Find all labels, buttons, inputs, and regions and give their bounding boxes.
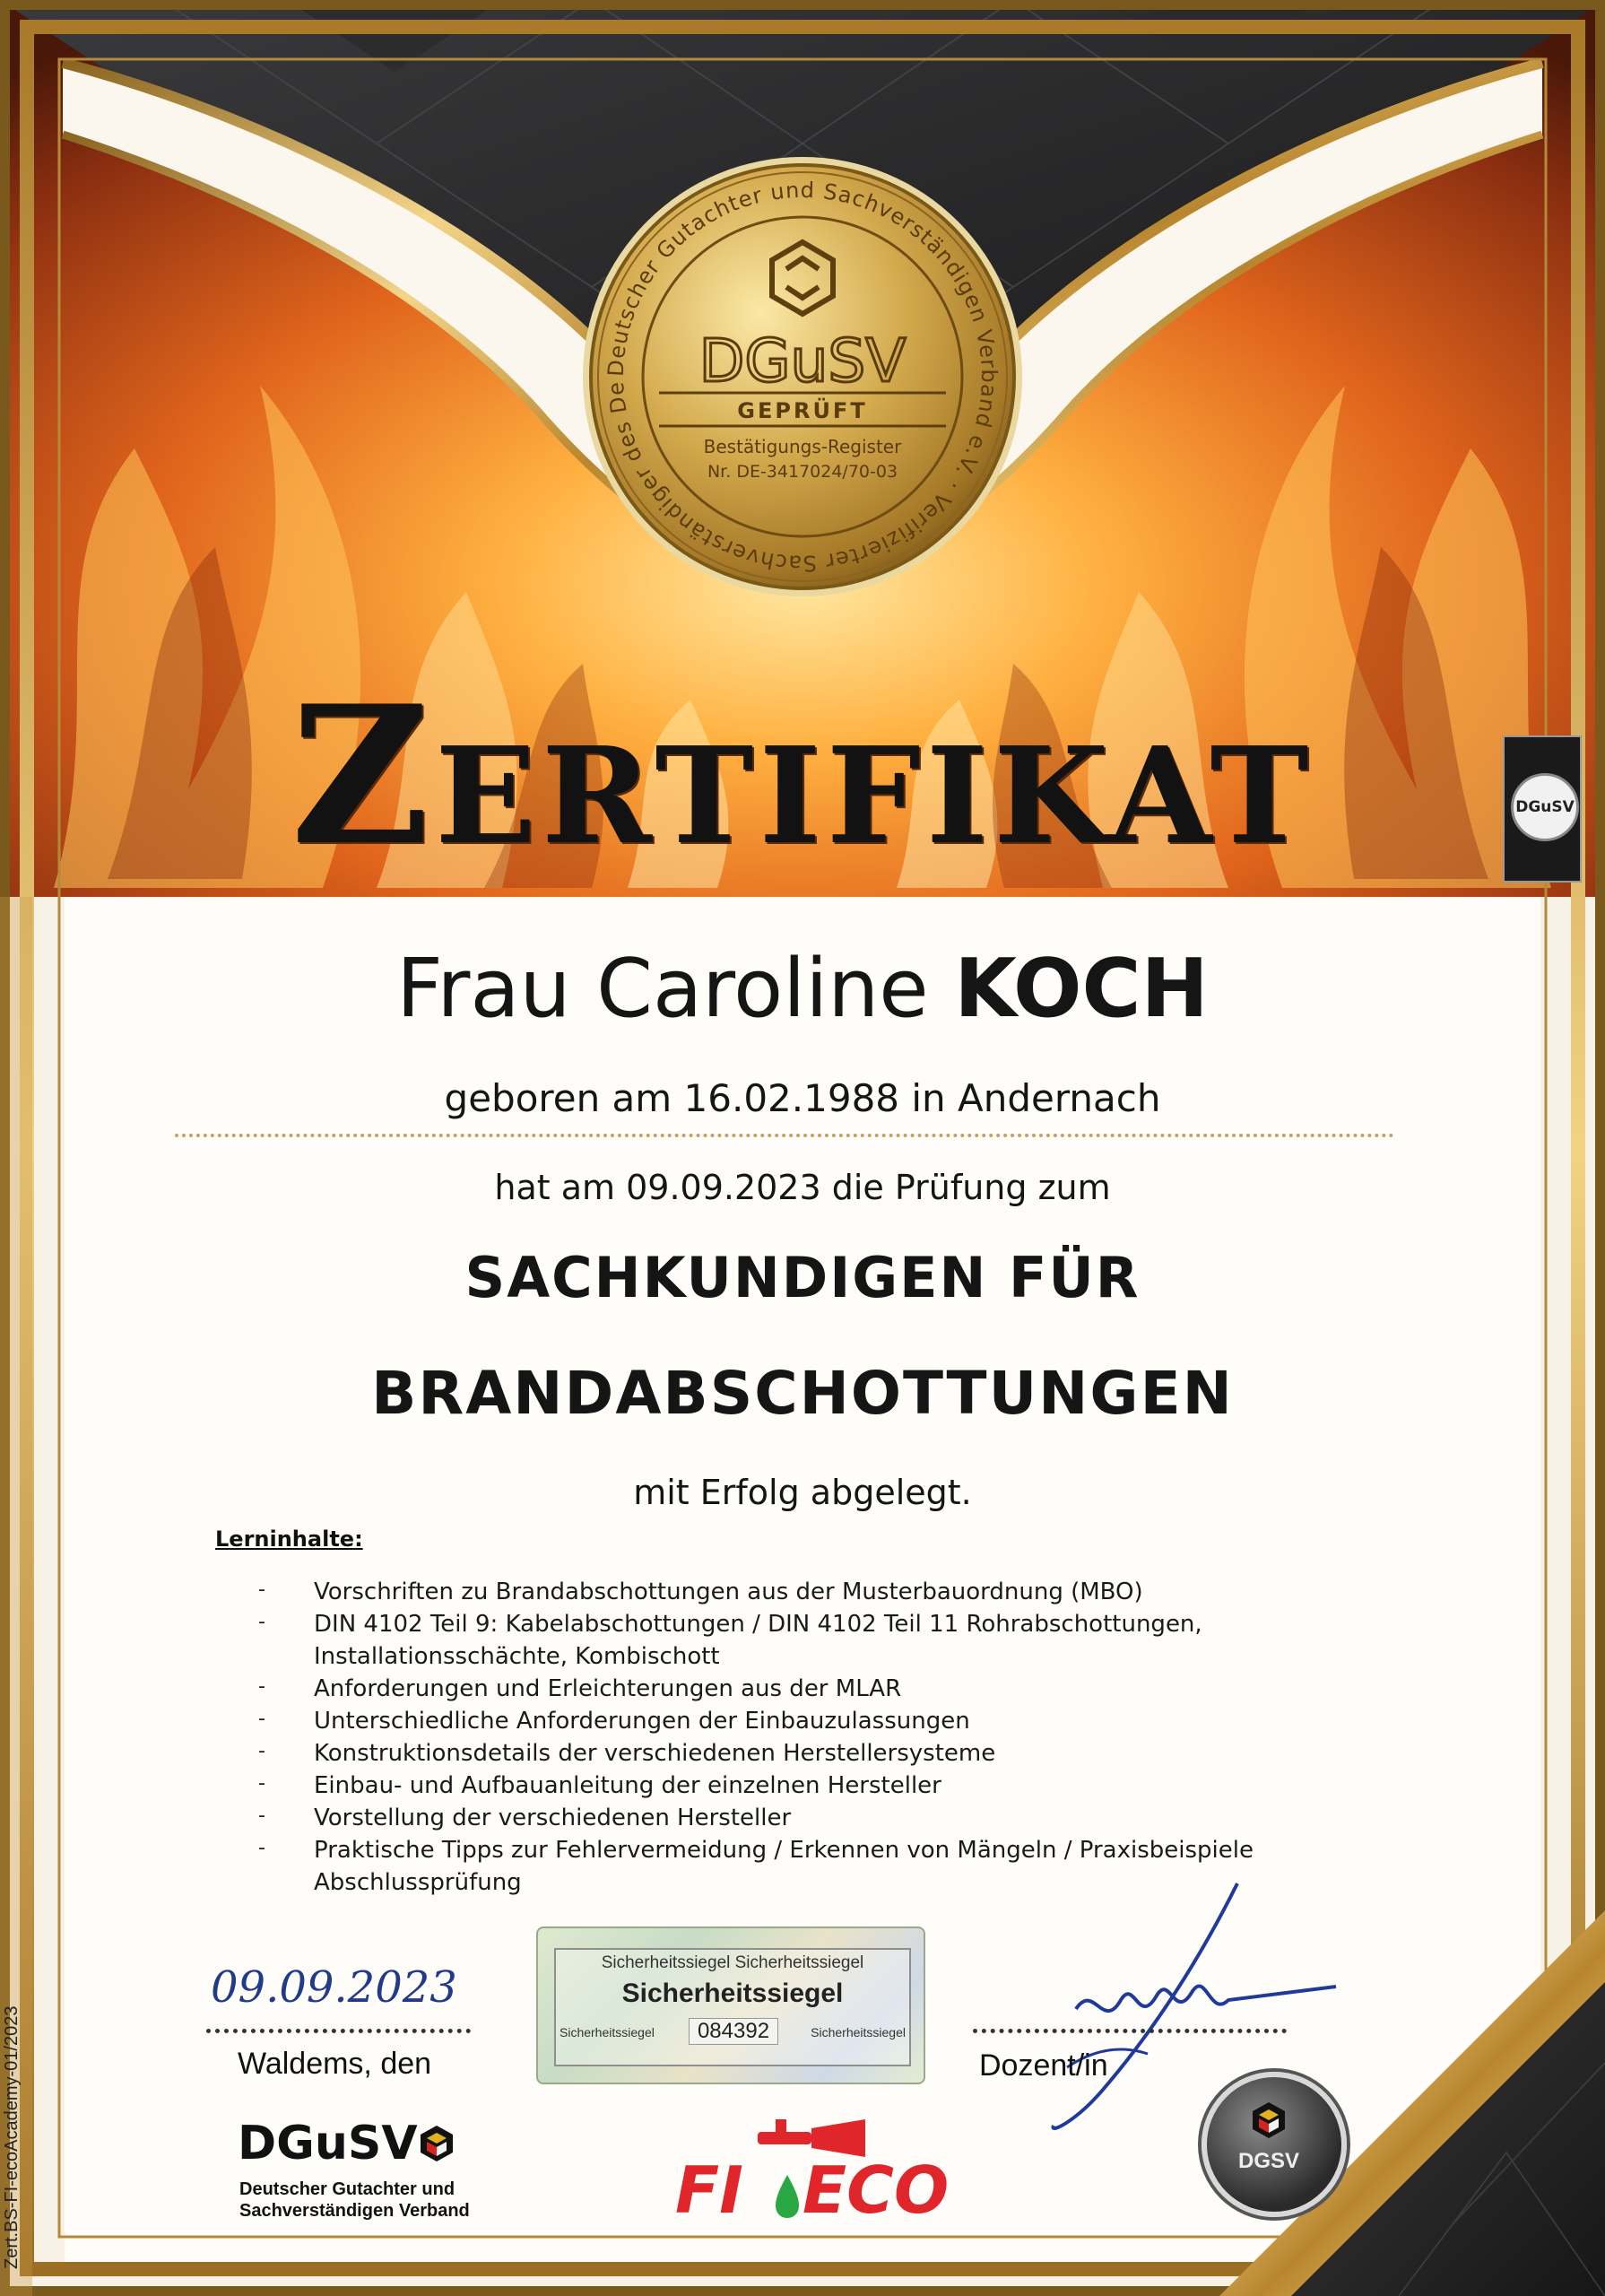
dgsv-badge (1202, 2072, 1347, 2217)
seal-ring-text: Deutscher Gutachter und Sachverständigen Verband e.V. · Verifizierter Sachverständiger des De (603, 177, 1002, 577)
learning-list (0, 1578, 1605, 1910)
dotted-divider (175, 1134, 1394, 1137)
recipient-surname: KOCH (954, 942, 1209, 1036)
handwritten-date: 09.09.2023 (211, 1962, 457, 2013)
birth-line: geboren am 16.02.1988 in Andernach (444, 1076, 1161, 1120)
seal-register-label: Bestätigungs-Register (703, 436, 902, 457)
list-item: Installationsschächte, Kombischott (314, 1643, 720, 1670)
list-item: - Anforderungen und Erleichterungen aus der MLAR (258, 1675, 902, 1702)
certificate-title: Zertifikat (291, 664, 1314, 887)
list-item: - Konstruktionsdetails der verschiedenen Herstellersysteme (258, 1740, 996, 1767)
side-badge-logo: DGuSV (1511, 773, 1579, 841)
recipient-name (0, 942, 1605, 1036)
hologram-title: Sicherheitssiegel (621, 1979, 844, 2008)
hologram-number: 084392 (689, 2018, 778, 2045)
list-item: - Einbau- und Aufbauanleitung der einzelnen Hersteller (258, 1772, 941, 1799)
dgusv-logo-mark-icon (417, 2124, 456, 2163)
dgusv-caption-1: Deutscher Gutachter und (239, 2179, 455, 2199)
dgsv-badge-text: DGSV (1237, 2149, 1299, 2173)
date-dotted-line (206, 2029, 471, 2033)
qualification-line-1: SACHKUNDIGEN FÜR (464, 1245, 1141, 1310)
dgsv-badge-mark-icon (1249, 2100, 1288, 2140)
lecturer-label: Dozent/in (979, 2048, 1108, 2083)
fieco-left: FI (675, 2152, 743, 2228)
hologram-left-text: Sicherheitssiegel (560, 2025, 655, 2039)
flame-drop-icon (774, 2173, 801, 2220)
exam-line: hat am 09.09.2023 die Prüfung zum (494, 1168, 1111, 1207)
security-hologram (536, 1926, 925, 2084)
seal-logo-text: DGuSV (698, 326, 907, 396)
gold-seal (578, 152, 1027, 601)
recipient-salutation: Frau Caroline (396, 942, 929, 1036)
document-code: Zert.BS-FI-ecoAcademy-01/2023 (2, 2005, 22, 2269)
list-item: - Praktische Tipps zur Fehlervermeidung / Erkennen von Mängeln / Praxisbeispiele (258, 1837, 1254, 1864)
list-item: - Unterschiedliche Anforderungen der Einbauzulassungen (258, 1708, 970, 1735)
hologram-right-text: Sicherheitssiegel (811, 2025, 906, 2039)
title-container (0, 664, 1605, 887)
success-line: mit Erfolg abgelegt. (633, 1473, 972, 1512)
fieco-logo (668, 2112, 955, 2238)
fieco-right: ECO (802, 2152, 950, 2228)
list-item: Abschlussprüfung (314, 1869, 522, 1896)
dgusv-logo: DGuSV (238, 2117, 418, 2170)
seal-register-number: Nr. DE-3417024/70-03 (707, 462, 898, 482)
dgusv-caption-2: Sachverständigen Verband (239, 2201, 470, 2221)
hologram-top-text: Sicherheitssiegel Sicherheitssiegel (601, 1953, 864, 1972)
hologram-inner (554, 1948, 911, 2066)
list-item: - DIN 4102 Teil 9: Kabelabschottungen / DIN 4102 Teil 11 Rohrabschottungen, (258, 1611, 1202, 1638)
dgusv-logo-block (238, 2117, 525, 2242)
list-item: - Vorschriften zu Brandabschottungen aus der Musterbauordnung (MBO) (258, 1578, 1143, 1605)
side-badge (1503, 735, 1582, 883)
list-item: - Vorstellung der verschiedenen Hersteller (258, 1805, 792, 1831)
qualification-line-2: BRANDABSCHOTTUNGEN (371, 1359, 1234, 1428)
learning-heading: Lerninhalte: (215, 1526, 363, 1552)
lecturer-dotted-line (973, 2029, 1287, 2033)
seal-status: GEPRÜFT (737, 398, 868, 423)
place-label: Waldems, den (238, 2047, 432, 2081)
